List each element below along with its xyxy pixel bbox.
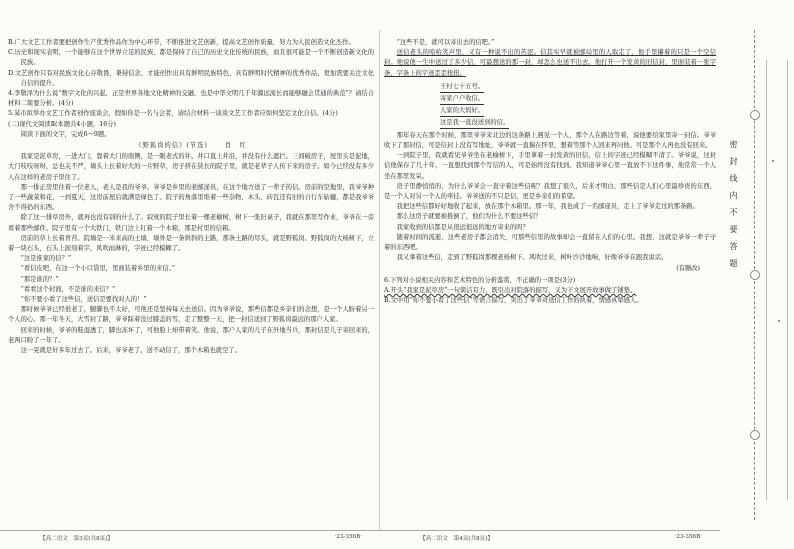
letter-line: 寄家户户收信。: [440, 93, 484, 105]
letter-line: 这是我一直没送到的信。: [440, 117, 509, 129]
dialogue-line: “这些不是，就可以寄出去的信吧。”: [396, 39, 495, 46]
binding-hole: [750, 270, 760, 280]
story-author: 肖 红: [224, 142, 247, 150]
left-column: [8, 38, 374, 356]
story-paragraph: 回来的时候，爷爷的鞋湿透了，脚也冻坏了，可他脸上却带着笑。他说，那户人家的儿子在外地当兵，那封信是儿子寄回来的，老两口盼了一年了。: [8, 326, 374, 344]
story-paragraph: 我家是泥草房，一进大门，靠着大门的南侧，是一眼老式的井。井口直上井沿，并没有什么遮拦。三间破房子，屋里头是泥地，大门吱吱呀呀，总也关不严，墙头上长着好大的一片野草，房子挤在狭长的院子里，就是老辈子人传下来的房子。如今已经没有多少人在这样的老房子里住了。: [8, 153, 374, 181]
binding-hole: [750, 110, 760, 120]
dialogue-line: “你不要小看了这些信，送信是要找对人的！”: [20, 296, 147, 304]
question-5: 5.某市拟举办文艺工作者创作座谈会，假如你是一名与会者，请结合材料一谈谈文艺工作者应如何坚定文化自信。(4分): [8, 110, 338, 118]
right-page: [380, 0, 720, 549]
option-a: A.开头“我家是泥草房”一句简洁有力，既引出对院落的描写，又为下文展开故事做了铺垫。: [384, 286, 637, 294]
letter-line: 人家的大妈好。: [440, 105, 484, 117]
story-paragraph: 我把这些信都好好地收了起来，放在那个木箱里。那一年，我也成了一名邮递员，走上了爷爷走过的那条路。: [396, 203, 699, 211]
option-b: B.广大文艺工作者要把创作生产优秀作品作为中心环节，不断推进文艺创新，提高文艺创作质量，努力为人民创造文化杰作。: [8, 39, 355, 46]
section-heading: (二)现代文阅读Ⅱ(本题共4小题，16分): [8, 120, 116, 128]
option-c: C.历史和现实表明，一个能够在这个世界立足的民族，都是保持了自己的历史文化传统的民族，而且很可能是一个不断创造新文化的民族。: [8, 49, 374, 67]
binding-hole: [750, 430, 760, 440]
source-note: (有删改): [676, 265, 700, 273]
right-column: [384, 38, 716, 306]
dialogue-line: “看信皮吧，在这一个小口袋里，里面装着乡里的来信。”: [20, 265, 176, 273]
left-footer: [0, 530, 380, 545]
sub-paragraph: 我又拿着这些信，走到了野狐岗那棵老杨树下。风吹过来，树叶沙沙地响，好像爷爷在跟我说话。: [396, 254, 668, 262]
seal-line-text: 密封线内不要答题: [729, 140, 738, 276]
right-page-number: 【高二语文 第4页(共8页)】: [420, 536, 494, 542]
story-paragraph: 一到院子里，我就看见爷爷坐在老榆树下，手里拿着一封发黄的旧信，信上的字迹已经模糊不清了。爷爷说，这封信他保存了几十年，一直想找到那个写信的人，可是始终没有找到。我知道爷爷心里一直放不下这件事，他常常一个人坐在那里发呆。: [384, 152, 716, 180]
right-exam-code: ·23-356B·: [674, 534, 702, 540]
letter-block: [440, 81, 716, 129]
story-paragraph: 那时候爷爷已经很老了，腿脚也不太好，可他还是坚持每天去送信。因为爷爷说，那些信都是乡亲们的念想，是一个人盼着另一个人的心。那一年冬天，大雪封了路，爷爷踩着没过膝盖的雪，走了整整一天，把一封信送到了野狐岗最远的那户人家。: [8, 306, 374, 324]
story-paragraph: 那一排正房里住着一位老人，老人是我的爷爷。爷爷是乡里的老邮递员，在这个地方送了一辈子的信。房前的空地里，我爷爷种了一些蔬菜和花，一到夏天，这房前屋后就满是绿色了。院子的角落里堆着一些杂物，木头、砖瓦还有旧的自行车轱辘，都是我爷爷舍不得扔的东西。: [8, 183, 374, 212]
letter-line: 王村七十五号。: [440, 81, 484, 93]
option-d: D.文艺创作只有对民族文化心存敬畏，秉持信念，才能创作出具有鲜明民族特色、具有鲜明时代精神的优秀作品，更加需要关注文化自信的提升。: [8, 69, 374, 87]
story-title-line: [8, 141, 374, 151]
story-title: 《野狐岗的信》(节选): [135, 142, 208, 150]
question-4: 4.李敬泽为什么说“数字文化的兴起，正是世界各地文化精神的交融，也是中华文明几千年源远流长而能够融会贯通的典范”？请结合材料二简要分析。(4分): [8, 90, 374, 108]
story-paragraph: 房子里静悄悄的，为什么爷爷会一直守着这些信呢？我想了很久，后来才明白，那些信是人们心里最珍贵的东西，是一个人对另一个人的牵挂。爷爷送的不只是信，更是乡亲们的希望。: [384, 182, 716, 201]
right-footer: [380, 530, 720, 545]
left-page-number: 【高二语文 第3页(共8页)】: [40, 536, 114, 542]
question-6: 6.下列对小说相关内容和艺术特色的分析鉴赏，不正确的一项是(3分): [384, 276, 576, 284]
sub-paragraph: 那么这房子就要被推倒了，他们为什么不要这些信？: [396, 213, 542, 221]
scan-speck: [778, 320, 780, 322]
reading-instruction: 阅读下面的文字，完成6～9题。: [20, 130, 111, 138]
dialogue-line: “看看这个封面，不是谁的来信？”: [20, 285, 116, 293]
option-b: B.文中用“你不要小看了这些信”等语言描写，突出了爷爷对送信工作的执着，情感真挚感人。: [384, 297, 643, 305]
left-page: [0, 0, 380, 549]
story-paragraph: 那年春天在那个时候，那里爷爷来北边的这条路上遇见一个人，那个人在路边等着，说他要给家里寄一封信。爷爷收下了那封信，可是信封上没有写地址，爷爷就一直揣在怀里，想着等那个人回来再问他。可是那个人再也没有回来。: [384, 131, 716, 150]
sub-paragraph: 我家收到的信都是从很远很远的地方寄来的吗？: [396, 223, 529, 231]
left-exam-code: ·23-356B·: [334, 534, 362, 540]
binding-strip: [720, 0, 794, 549]
scan-speck: [772, 160, 774, 162]
handwritten-paragraph: 送信老头的哈哈笑声里，又有一种说不出的苦涩。信其实早就被邮局里的人取走了，他手里攥着的只是一个空信封。他说他一生中送过了多少信，可最想送的那一封，却怎么也送不出去。他打开一个发黄的旧信封，里面装着一张字条，字条上的字迹歪歪扭扭。: [384, 49, 716, 77]
story-paragraph: 这一晃就是好多年过去了。后来，爷爷老了，送不动信了，那个木箱也就空了。: [20, 347, 241, 355]
dialogue-line: “那是谁的？”: [20, 275, 59, 283]
sub-paragraph: 随着时间的流逝，这些老房子都会消失，可那些信里的故事却会一直留在人们的心里。我想，这就是爷爷一辈子守着的东西吧。: [384, 233, 716, 252]
story-paragraph: 除了这一排草房外，就再也没有别的什么了。寂寞的院子里长着一棵老榆树，树下一张旧桌子，我就在那里写作业，爷爷在一旁看着那些邮件。院子里有一个大铁门，铁门边上钉着一个木箱，那是村里的信箱。: [8, 214, 374, 232]
dialogue-line: “这是谁家的信？”: [20, 255, 72, 263]
story-paragraph: 房前的草上长着青苔。院墙是一米来高的土墙，墙外是一条斜斜的土路，那条土路的尽头，就是野狐岗。野狐岗的大杨树下，立着一块石头，石头上面刻着字，风吹雨淋的，字迹已经模糊了。: [8, 234, 374, 253]
answer-column: [766, 60, 788, 500]
